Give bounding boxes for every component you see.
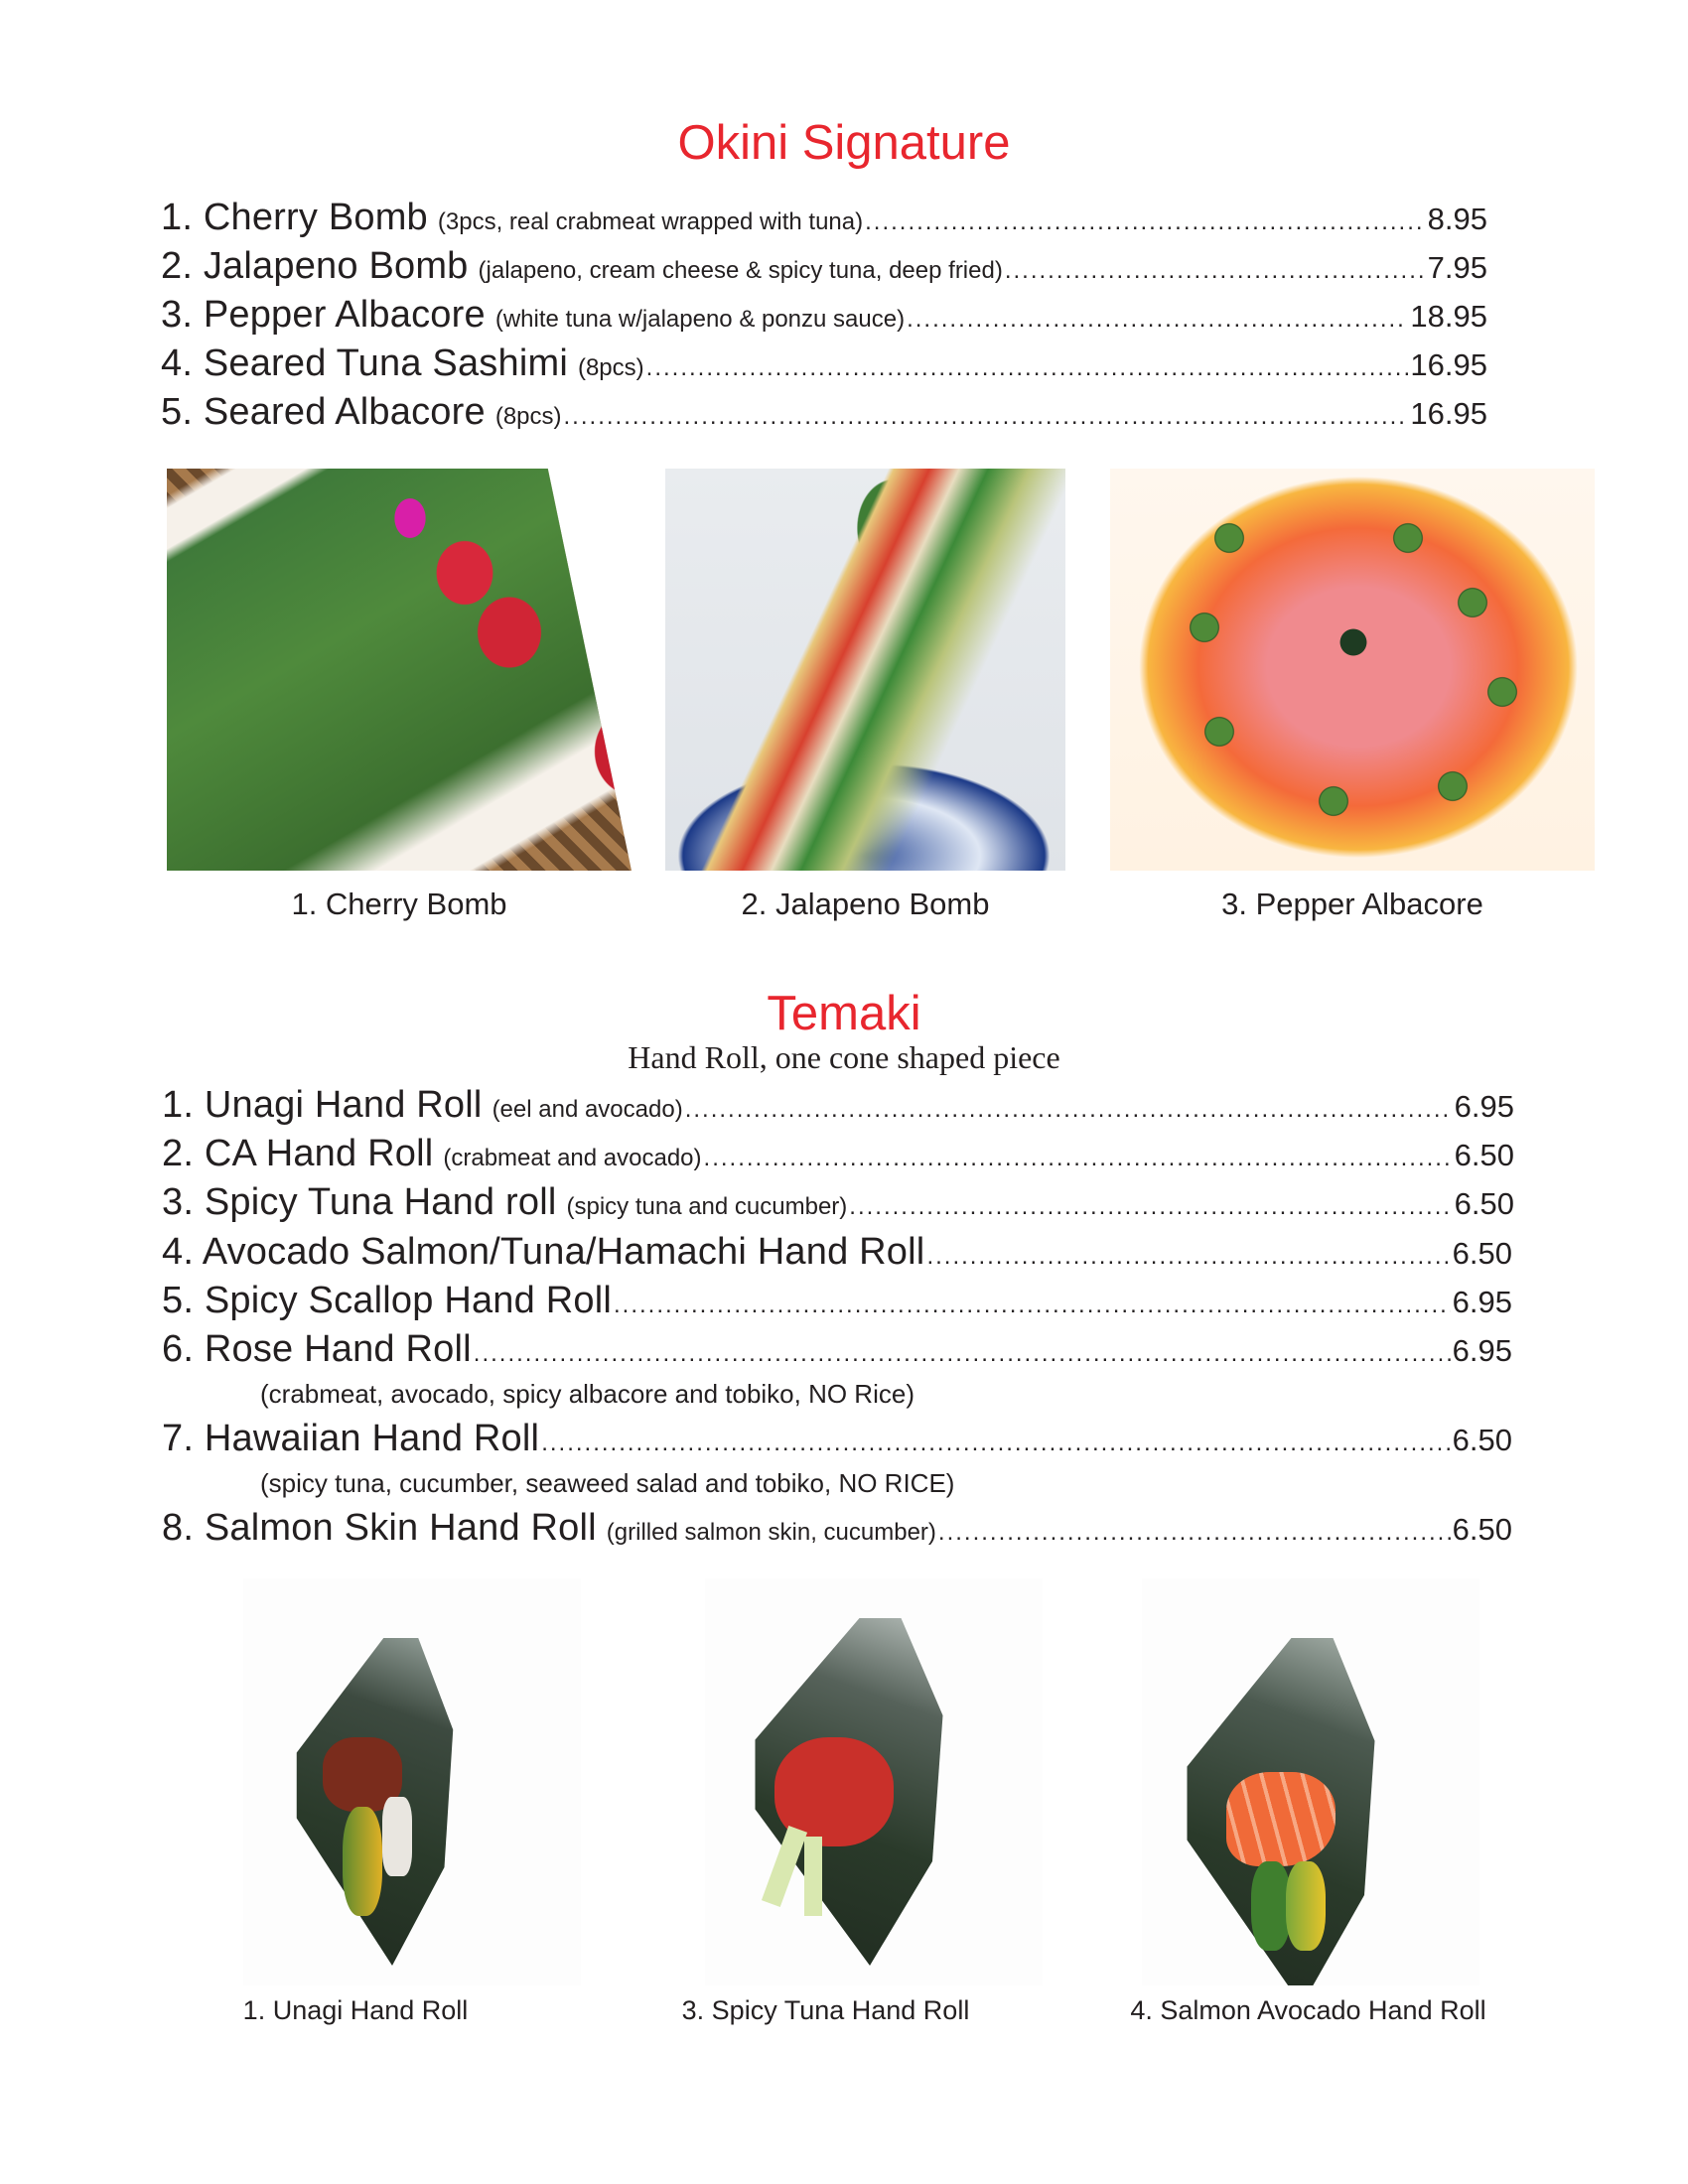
item-description: (8pcs) [577,354,644,381]
dot-leader [1005,257,1426,285]
dot-leader [926,1243,1450,1271]
item-price: 6.95 [1452,1333,1512,1368]
photo-caption: 2. Jalapeno Bomb [741,887,990,921]
menu-item [162,1181,1514,1224]
item-price: 16.95 [1410,396,1487,431]
menu-item [162,1133,1514,1175]
dot-leader [907,306,1408,334]
item-description: (white tuna w/jalapeno & ponzu sauce) [494,306,906,333]
menu-item [161,391,1487,434]
dot-leader [704,1145,1453,1172]
menu-item [162,1280,1512,1322]
item-price: 6.95 [1452,1285,1512,1319]
item-name: 1. Unagi Hand Roll [162,1084,483,1126]
item-name: 8. Salmon Skin Hand Roll [162,1507,597,1549]
dot-leader [474,1340,1451,1368]
item-price: 6.50 [1452,1512,1512,1547]
menu-item [161,245,1487,288]
section-subtitle: Hand Roll, one cone shaped piece [628,1039,1060,1075]
item-name: 4. Avocado Salmon/Tuna/Hamachi Hand Roll [162,1231,925,1273]
item-description: (3pcs, real crabmeat wrapped with tuna) [437,208,864,235]
dot-leader [849,1193,1452,1221]
item-name: 3. Spicy Tuna Hand roll [162,1181,557,1223]
item-price: 16.95 [1410,347,1487,382]
unagi-hand-roll-photo [243,1578,581,1985]
menu-item [162,1231,1512,1274]
item-name: 5. Spicy Scallop Hand Roll [162,1280,612,1321]
dot-leader [614,1292,1451,1319]
jalapeno-bomb-photo [665,469,1065,871]
item-name: 5. Seared Albacore [161,391,486,433]
item-price: 6.50 [1454,1186,1514,1221]
cherry-bomb-photo [167,469,632,871]
item-price: 6.50 [1452,1236,1512,1271]
item-description: (spicy tuna and cucumber) [566,1193,848,1220]
dot-leader [938,1519,1451,1547]
item-note: (crabmeat, avocado, spicy albacore and tobiko, NO Rice) [260,1379,914,1409]
item-name: 2. CA Hand Roll [162,1133,434,1174]
photo-caption: 3. Spicy Tuna Hand Roll [681,1995,970,2025]
menu-item [161,197,1487,239]
item-name: 6. Rose Hand Roll [162,1328,472,1370]
dot-leader [685,1096,1453,1124]
item-description: (8pcs) [494,403,562,430]
item-name: 4. Seared Tuna Sashimi [161,342,568,384]
item-price: 7.95 [1427,250,1487,285]
menu-item [161,342,1487,385]
section-title-okini-signature: Okini Signature [677,116,1011,170]
pepper-albacore-photo [1110,469,1595,871]
menu-item [162,1084,1514,1127]
item-name: 3. Pepper Albacore [161,294,486,336]
menu-item [162,1418,1512,1460]
item-description: (eel and avocado) [492,1096,683,1123]
item-price: 6.50 [1454,1138,1514,1172]
item-note: (spicy tuna, cucumber, seaweed salad and tobiko, NO RICE) [260,1468,955,1498]
dot-leader [541,1430,1450,1457]
menu-item [161,294,1487,337]
item-description: (crabmeat and avocado) [443,1145,702,1171]
salmon-avocado-hand-roll-photo [1142,1578,1479,1985]
item-name: 1. Cherry Bomb [161,197,428,238]
item-name: 2. Jalapeno Bomb [161,245,469,287]
photo-caption: 1. Cherry Bomb [291,887,507,921]
item-description: (grilled salmon skin, cucumber) [606,1519,936,1546]
dot-leader [865,208,1426,236]
spicy-tuna-hand-roll-photo [705,1578,1043,1985]
item-name: 7. Hawaiian Hand Roll [162,1418,540,1459]
photo-caption: 1. Unagi Hand Roll [242,1995,469,2025]
item-price: 8.95 [1427,202,1487,236]
menu-item [162,1507,1512,1550]
item-price: 6.50 [1452,1423,1512,1457]
photo-caption: 4. Salmon Avocado Hand Roll [1130,1995,1486,2025]
dot-leader [564,403,1409,431]
item-price: 18.95 [1410,299,1487,334]
item-description: (jalapeno, cream cheese & spicy tuna, deep fried) [478,257,1003,284]
dot-leader [646,354,1409,382]
item-price: 6.95 [1454,1089,1514,1124]
section-title-temaki: Temaki [767,987,921,1040]
photo-caption: 3. Pepper Albacore [1221,887,1483,921]
menu-item [162,1328,1512,1371]
